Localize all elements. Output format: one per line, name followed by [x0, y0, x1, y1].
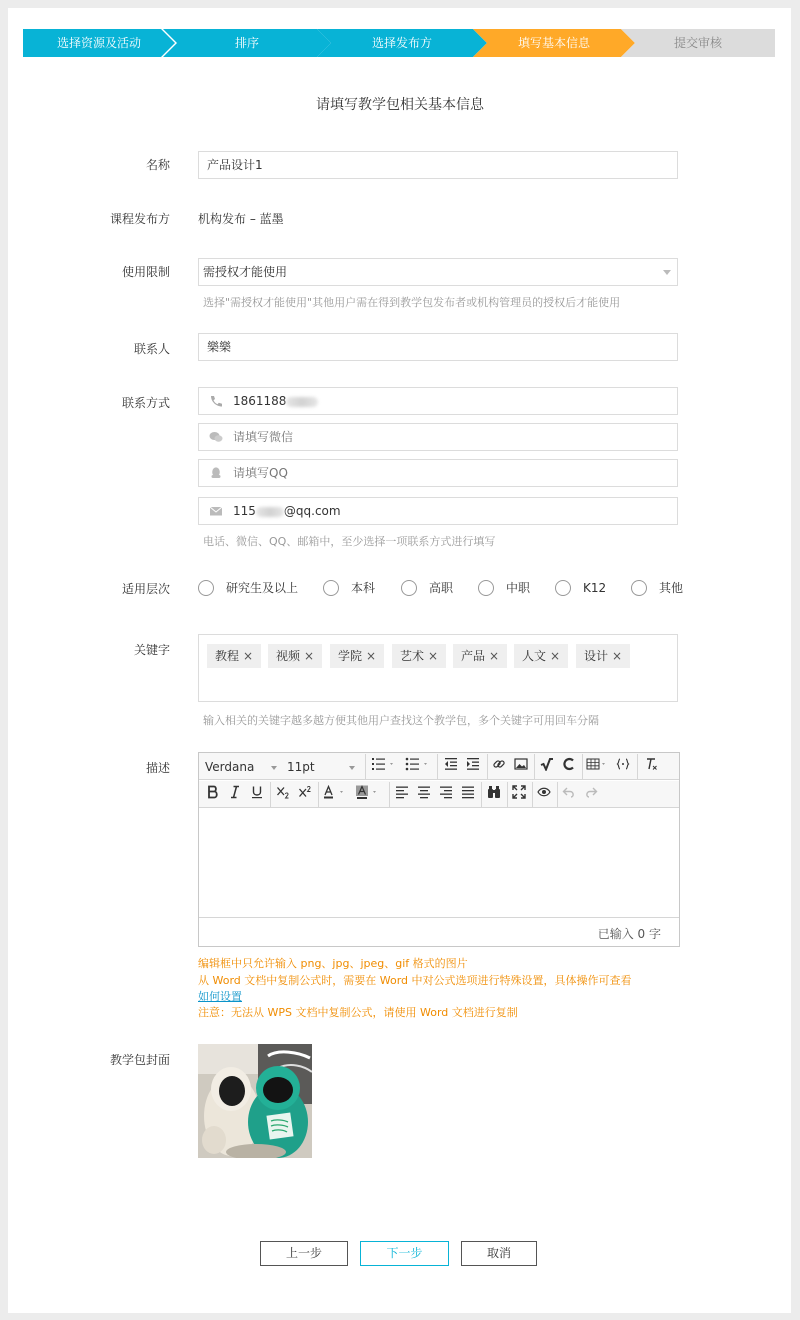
unordered-list-button[interactable] [403, 757, 433, 777]
close-icon[interactable]: × [489, 649, 500, 663]
rich-text-editor [198, 752, 680, 947]
toolbar-divider [365, 754, 366, 779]
usage-select-value: 需授权才能使用 [203, 265, 288, 279]
font-size-select[interactable]: 11pt [287, 757, 359, 777]
keywords-hint: 输入相关的关键字越多越方便其他用户查找这个教学包，多个关键字可用回车分隔 [203, 714, 599, 727]
redacted-blur [256, 507, 284, 517]
level-label: 适用层次 [121, 582, 170, 596]
email-suffix: @qq.com [283, 504, 341, 518]
undo-button[interactable] [559, 785, 579, 805]
step-select-resources: 选择资源及活动 [23, 29, 175, 57]
contact-person-label: 联系人 [133, 342, 170, 356]
editor-formula-note: 从 Word 文档中复制公式时，需要在 Word 中对公式选项进行特殊设置，具体操作可查看 [198, 974, 632, 987]
toolbar-divider [637, 754, 638, 779]
editor-toolbar-row-2 [199, 781, 679, 808]
keywords-label: 关键字 [133, 643, 170, 657]
publisher-label: 课程发布方 [109, 212, 170, 226]
chevron-down-icon [663, 270, 671, 275]
insert-image-button[interactable] [511, 757, 531, 777]
email-input[interactable] [198, 497, 678, 525]
italic-icon [228, 785, 242, 799]
name-input[interactable]: 产品设计1 [198, 151, 678, 179]
close-icon[interactable]: × [550, 649, 561, 663]
chevron-down-icon [271, 766, 277, 770]
redo-icon [584, 785, 598, 799]
insert-formula-button[interactable] [537, 757, 557, 777]
editor-toolbar-row-1 [199, 753, 679, 780]
chevron-down-icon [349, 766, 355, 770]
find-replace-button[interactable] [484, 785, 504, 805]
contact-person-input[interactable]: 樂樂 [198, 333, 678, 361]
undo-icon [562, 785, 576, 799]
superscript-icon [298, 785, 312, 799]
subscript-icon [276, 785, 290, 799]
radio-circle[interactable] [401, 580, 417, 596]
outdent-button[interactable] [441, 757, 461, 777]
close-icon[interactable]: × [612, 649, 623, 663]
how-to-configure-link[interactable]: 如何设置 [198, 990, 242, 1003]
ordered-list-icon [371, 757, 397, 771]
description-editor-area[interactable] [199, 810, 679, 918]
prev-step-button[interactable]: 上一步 [260, 1241, 348, 1266]
insert-code-button[interactable] [613, 757, 633, 777]
align-justify-button[interactable] [458, 785, 478, 805]
link-icon [492, 757, 506, 771]
toolbar-divider [534, 754, 535, 779]
cover-image[interactable] [198, 1044, 312, 1158]
align-justify-icon [461, 785, 475, 799]
step-sort: 排序 [163, 29, 331, 57]
next-step-button[interactable]: 下一步 [360, 1241, 449, 1266]
chemistry-icon [562, 757, 576, 771]
keyword-tag: 教程 × [207, 644, 261, 668]
bullet-list-icon [405, 757, 431, 771]
font-color-icon [322, 785, 350, 799]
keyword-tag: 产品 × [453, 644, 507, 668]
align-right-button[interactable] [436, 785, 456, 805]
redacted-blur [286, 397, 318, 407]
close-icon[interactable]: × [243, 649, 254, 663]
toolbar-divider [318, 782, 319, 807]
fullscreen-button[interactable] [509, 785, 529, 805]
background-color-icon [355, 785, 383, 799]
font-family-select[interactable]: Verdana [205, 757, 279, 777]
bold-button[interactable] [203, 785, 223, 805]
wechat-icon [209, 431, 223, 443]
align-left-icon [395, 785, 409, 799]
keyword-tag: 人文 × [514, 644, 568, 668]
binoculars-icon [487, 785, 501, 799]
editor-help-link-wrap [198, 988, 242, 1005]
name-label: 名称 [145, 158, 170, 172]
square-root-icon [540, 757, 554, 771]
contact-label: 联系方式 [121, 396, 170, 410]
preview-button[interactable] [534, 785, 554, 805]
bold-icon [206, 785, 220, 799]
outdent-icon [444, 757, 458, 771]
progress-steps [23, 29, 775, 57]
qq-icon [209, 467, 223, 479]
keyword-tag: 设计 × [576, 644, 630, 668]
radio-circle[interactable] [478, 580, 494, 596]
level-radio-group: 研究生及以上 本科 高职 中职 K12 其他 [198, 578, 698, 598]
usage-select[interactable] [198, 258, 678, 286]
word-counter: 已输入 0 字 [597, 927, 661, 941]
font-color-button[interactable] [321, 785, 351, 805]
eye-icon [537, 785, 551, 799]
phone-value: 1861188 [233, 394, 287, 408]
subscript-button[interactable] [273, 785, 293, 805]
toolbar-divider [270, 782, 271, 807]
radio-circle[interactable] [555, 580, 571, 596]
underline-icon [250, 785, 264, 799]
step-select-publisher: 选择发布方 [317, 29, 487, 57]
background-color-button[interactable] [353, 785, 385, 805]
mail-icon [209, 505, 223, 517]
toolbar-divider [557, 782, 558, 807]
clear-format-icon [644, 757, 658, 771]
editor-wps-note: 注意：无法从 WPS 文档中复制公式，请使用 Word 文档进行复制 [198, 1006, 518, 1019]
radio-circle[interactable] [323, 580, 339, 596]
description-label: 描述 [145, 761, 170, 775]
cover-photo [198, 1044, 312, 1158]
toolbar-divider [389, 782, 390, 807]
align-left-button[interactable] [392, 785, 412, 805]
keyword-tag: 艺术 × [392, 644, 446, 668]
fullscreen-icon [512, 785, 526, 799]
toolbar-divider [507, 782, 508, 807]
code-braces-icon [616, 757, 630, 771]
toolbar-divider [481, 782, 482, 807]
toolbar-divider [582, 754, 583, 779]
insert-table-button[interactable] [585, 757, 611, 777]
radio-circle[interactable] [631, 580, 647, 596]
indent-icon [466, 757, 480, 771]
align-center-icon [417, 785, 431, 799]
close-icon[interactable]: × [304, 649, 315, 663]
chemistry-button[interactable] [559, 757, 579, 777]
image-icon [514, 757, 528, 771]
wechat-placeholder: 请填写微信 [233, 430, 294, 444]
align-center-button[interactable] [414, 785, 434, 805]
wechat-input[interactable] [198, 423, 678, 451]
email-prefix: 115 [233, 504, 256, 518]
keyword-tag: 学院 × [330, 644, 384, 668]
indent-button[interactable] [463, 757, 483, 777]
table-icon [586, 757, 610, 771]
step-basic-info: 填写基本信息 [473, 29, 635, 57]
usage-hint: 选择"需授权才能使用"其他用户需在得到教学包发布者或机构管理员的授权后才能使用 [203, 296, 621, 309]
clear-format-button[interactable] [641, 757, 661, 777]
close-icon[interactable]: × [428, 649, 439, 663]
radio-circle[interactable] [198, 580, 214, 596]
usage-label: 使用限制 [121, 265, 170, 279]
cover-label: 教学包封面 [109, 1053, 170, 1067]
toolbar-divider [487, 754, 488, 779]
underline-button[interactable] [247, 785, 267, 805]
phone-input[interactable] [198, 387, 678, 415]
align-right-icon [439, 785, 453, 799]
phone-icon [209, 395, 223, 407]
close-icon[interactable]: × [366, 649, 377, 663]
qq-input[interactable] [198, 459, 678, 487]
toolbar-divider [437, 754, 438, 779]
keyword-tag: 视频 × [268, 644, 322, 668]
qq-placeholder: 请填写QQ [233, 466, 288, 480]
contact-hint: 电话、微信、QQ、邮箱中，至少选择一项联系方式进行填写 [203, 535, 496, 548]
ordered-list-button[interactable] [369, 757, 399, 777]
step-submit-review: 提交审核 [621, 29, 775, 57]
editor-image-note: 编辑框中只允许输入 png、jpg、jpeg、gif 格式的图片 [198, 957, 468, 970]
keywords-input[interactable] [198, 634, 678, 702]
cancel-button[interactable]: 取消 [461, 1241, 537, 1266]
page-title: 请填写教学包相关基本信息 [316, 97, 484, 113]
redo-button[interactable] [581, 785, 601, 805]
superscript-button[interactable] [295, 785, 315, 805]
toolbar-divider [532, 782, 533, 807]
insert-link-button[interactable] [489, 757, 509, 777]
publisher-value: 机构发布 – 蓝墨 [198, 212, 284, 226]
italic-button[interactable] [225, 785, 245, 805]
